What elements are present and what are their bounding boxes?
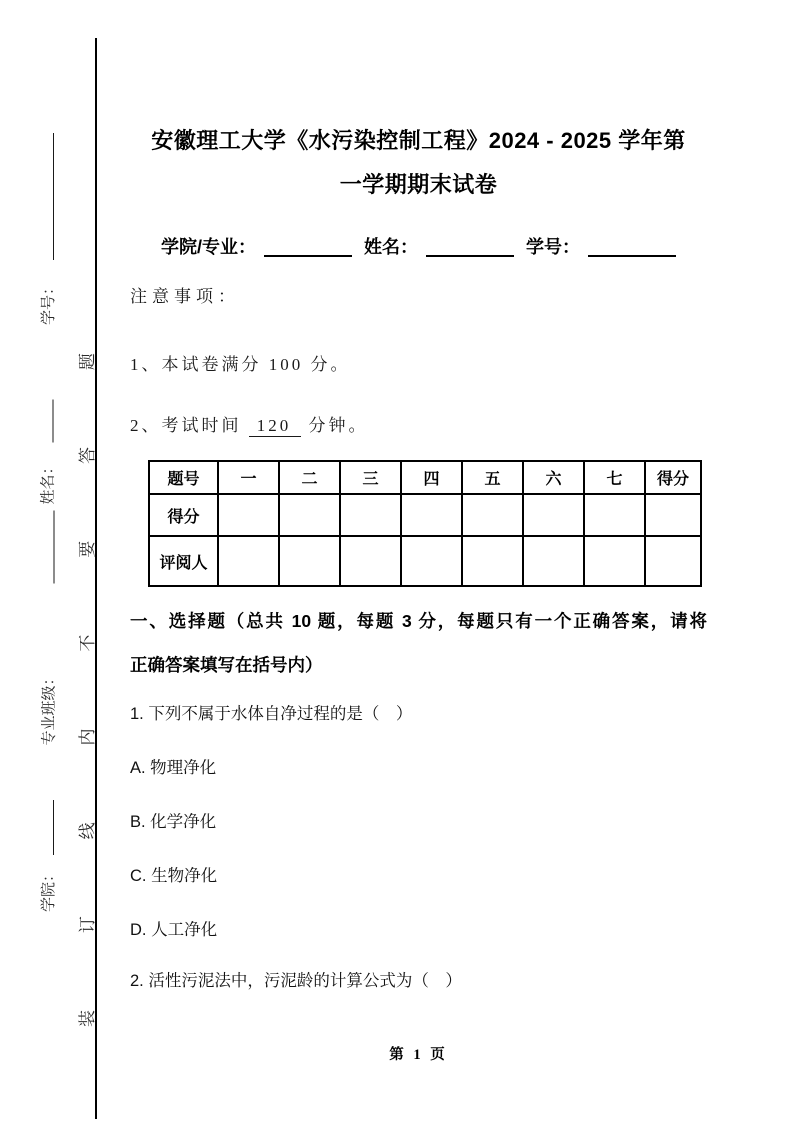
name-label: 姓名： [364,237,418,257]
sidebar-field-label: 专业班级： [41,670,57,746]
college-major-blank [264,237,352,257]
score-cell [401,494,462,536]
notice-item-2 [130,411,369,436]
score-cell [523,494,584,536]
section1-heading-line2: 正确答案填写在括号内） [130,655,323,675]
question-1-option-b: B. 化学净化 [130,813,217,831]
page-number: 第 1 页 [389,1047,448,1063]
binding-char: 订 [77,916,97,934]
examiner-cell [523,536,584,586]
score-cell [279,494,340,536]
header-cell: 得分 [645,461,701,494]
binding-char: 答 [77,446,97,464]
exam-duration-value: 120 [249,416,302,437]
header-cell: 三 [340,461,401,494]
examiner-cell [462,536,523,586]
score-cell [218,494,279,536]
fill-blank-line [40,400,54,443]
examiner-cell [401,536,462,586]
binding-instruction-text [74,353,96,1027]
examiner-cell [584,536,645,586]
row-label: 评阅人 [149,536,218,586]
student-info-row [130,233,707,259]
score-table [148,460,702,587]
question-2: 2. 活性污泥法中，污泥龄的计算公式为（ ） [130,972,462,990]
notice-heading: 注意事项： [130,287,240,306]
header-cell: 二 [279,461,340,494]
examiner-cell [218,536,279,586]
header-cell: 题号 [149,461,218,494]
fill-blank-line [40,800,54,855]
score-cell [340,494,401,536]
header-cell: 五 [462,461,523,494]
header-cell: 七 [584,461,645,494]
header-cell: 六 [523,461,584,494]
score-table-header-row [149,461,701,494]
binding-char: 题 [77,353,97,371]
sidebar-field-label: 姓名： [40,459,56,505]
student-id-label: 学号： [526,237,580,257]
binding-char: 不 [77,634,97,652]
binding-char: 装 [77,1010,97,1027]
notice-item-2-suffix: 分钟。 [308,416,369,435]
score-cell [584,494,645,536]
score-row [149,494,701,536]
score-cell [645,494,701,536]
sidebar-field-label: 学号： [40,279,57,325]
binding-char: 内 [77,728,97,746]
sidebar-field-major-class [37,511,59,746]
sidebar-field-label: 学院： [40,866,57,912]
exam-title-line1: 安徽理工大学《水污染控制工程》2024 - 2025 学年第 [151,128,686,153]
sidebar-field-name [36,400,58,505]
binding-char: 线 [77,822,97,840]
question-1: 1. 下列不属于水体自净过程的是（ ） [130,705,413,723]
examiner-row [149,536,701,586]
binding-char: 要 [77,540,97,558]
question-1-option-d: D. 人工净化 [130,921,218,939]
sidebar-field-college [36,800,58,912]
question-1-option-c: C. 生物净化 [130,867,218,885]
score-cell [462,494,523,536]
student-id-blank [588,237,676,257]
name-blank [426,237,514,257]
section1-heading-line1: 一、选择题（总共 10 题，每题 3 分，每题只有一个正确答案，请将 [130,611,707,631]
header-cell: 一 [218,461,279,494]
examiner-cell [340,536,401,586]
sidebar-field-student-id [36,133,58,325]
row-label: 得分 [149,494,218,536]
question-1-option-a: A. 物理净化 [130,759,217,777]
notice-item-1: 1、本试卷满分 100 分。 [130,355,351,374]
college-major-label: 学院/专业： [160,237,256,257]
fill-blank-line [40,133,54,260]
examiner-cell [279,536,340,586]
header-cell: 四 [401,461,462,494]
exam-title [130,119,707,207]
exam-title-line2: 一学期期末试卷 [339,172,498,197]
examiner-cell [645,536,701,586]
fill-blank-line [41,511,55,584]
notice-item-2-prefix: 2、考试时间 [130,416,242,435]
